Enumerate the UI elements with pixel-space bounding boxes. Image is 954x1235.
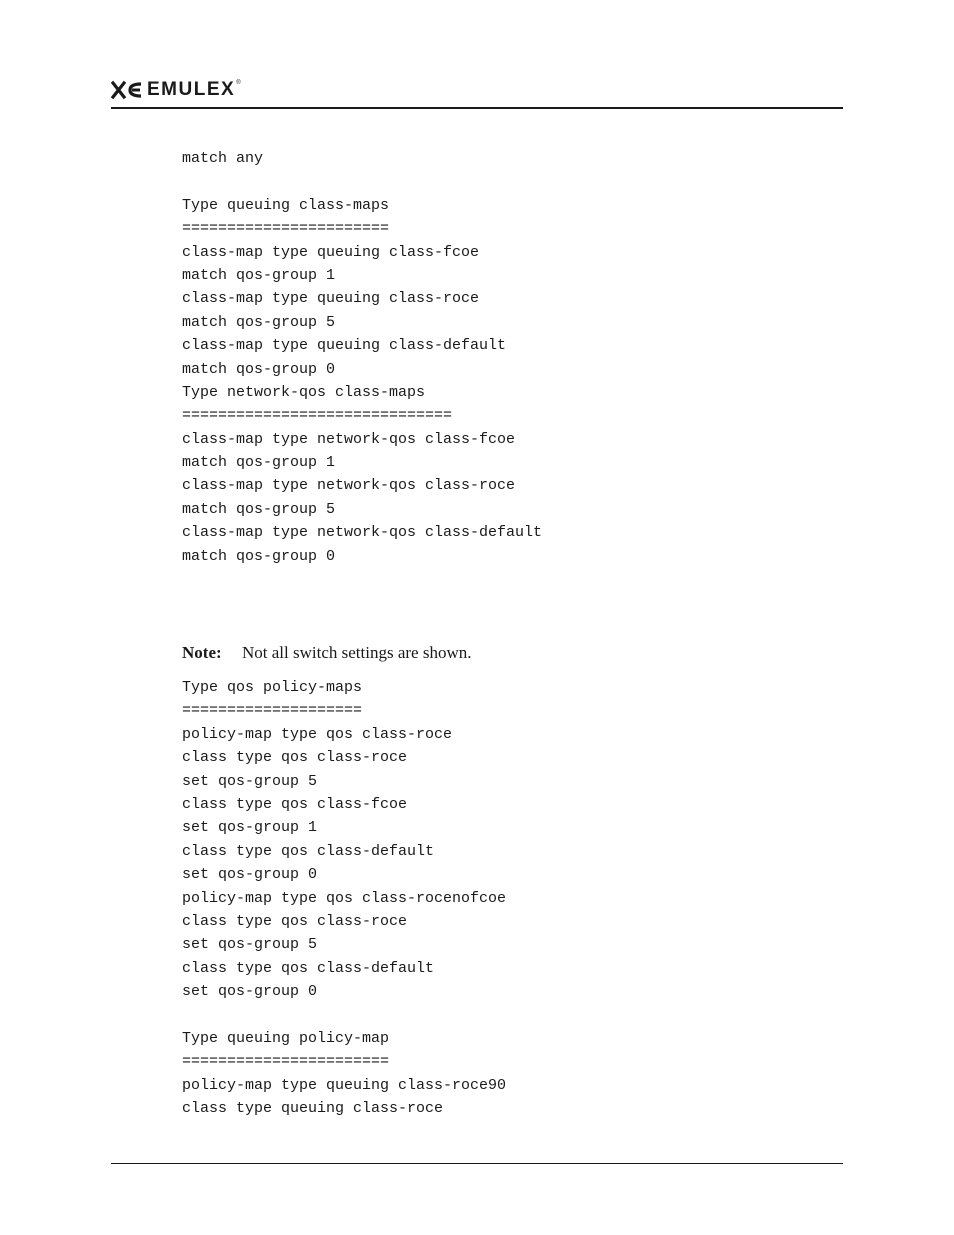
code-line: policy-map type queuing class-roce90 <box>182 1076 507 1094</box>
code-line: policy-map type qos class-roce <box>182 725 453 743</box>
code-line: policy-map type qos class-rocenofcoe <box>182 889 507 907</box>
code-line: class-map type queuing class-fcoe <box>182 243 480 261</box>
code-line: class type qos class-default <box>182 842 435 860</box>
note-label: Note: <box>182 643 222 662</box>
code-line: class-map type queuing class-roce <box>182 290 480 308</box>
code-line: class type qos class-roce <box>182 749 408 767</box>
code-line: class type queuing class-roce <box>182 1100 444 1118</box>
code-line: ==================== <box>182 702 363 720</box>
code-line: Type network-qos class-maps <box>182 383 426 401</box>
code-line: match qos-group 0 <box>182 360 336 378</box>
code-block-policy-maps <box>182 676 506 1120</box>
code-line: match qos-group 0 <box>182 547 336 565</box>
code-line: class-map type network-qos class-default <box>182 524 543 542</box>
code-line: set qos-group 0 <box>182 866 318 884</box>
code-line: class-map type network-qos class-fcoe <box>182 430 516 448</box>
code-line: set qos-group 1 <box>182 819 318 837</box>
code-line: match qos-group 5 <box>182 313 336 331</box>
code-line: set qos-group 5 <box>182 772 318 790</box>
code-line: set qos-group 0 <box>182 983 318 1001</box>
code-line: Type qos policy-maps <box>182 679 363 696</box>
code-line: class-map type network-qos class-roce <box>182 477 516 495</box>
code-line: class type qos class-default <box>182 959 435 977</box>
code-line: class-map type queuing class-default <box>182 337 507 355</box>
trademark-symbol: ® <box>236 80 241 86</box>
code-line: ======================= <box>182 220 390 238</box>
code-line <box>182 1003 506 1026</box>
code-line: Type queuing policy-map <box>182 1029 390 1047</box>
header-divider <box>111 107 843 109</box>
code-line: ============================== <box>182 407 453 425</box>
code-line: Type queuing class-maps <box>182 196 390 214</box>
code-line: class type qos class-roce <box>182 912 408 930</box>
code-line: match qos-group 5 <box>182 500 336 518</box>
code-line: match qos-group 1 <box>182 454 336 472</box>
code-line: set qos-group 5 <box>182 936 318 954</box>
note-paragraph <box>182 642 471 664</box>
code-block-class-maps <box>182 147 542 568</box>
footer-divider <box>111 1163 843 1164</box>
code-line: match qos-group 1 <box>182 266 336 284</box>
page-header <box>111 78 241 102</box>
note-text: Not all switch settings are shown. <box>242 643 472 662</box>
brand-name: EMULEX <box>147 79 236 100</box>
emulex-logo-icon <box>111 80 143 100</box>
code-line: ======================= <box>182 1053 390 1071</box>
code-line: match any <box>182 150 264 167</box>
code-line: class type qos class-fcoe <box>182 795 408 813</box>
code-line <box>182 170 542 193</box>
